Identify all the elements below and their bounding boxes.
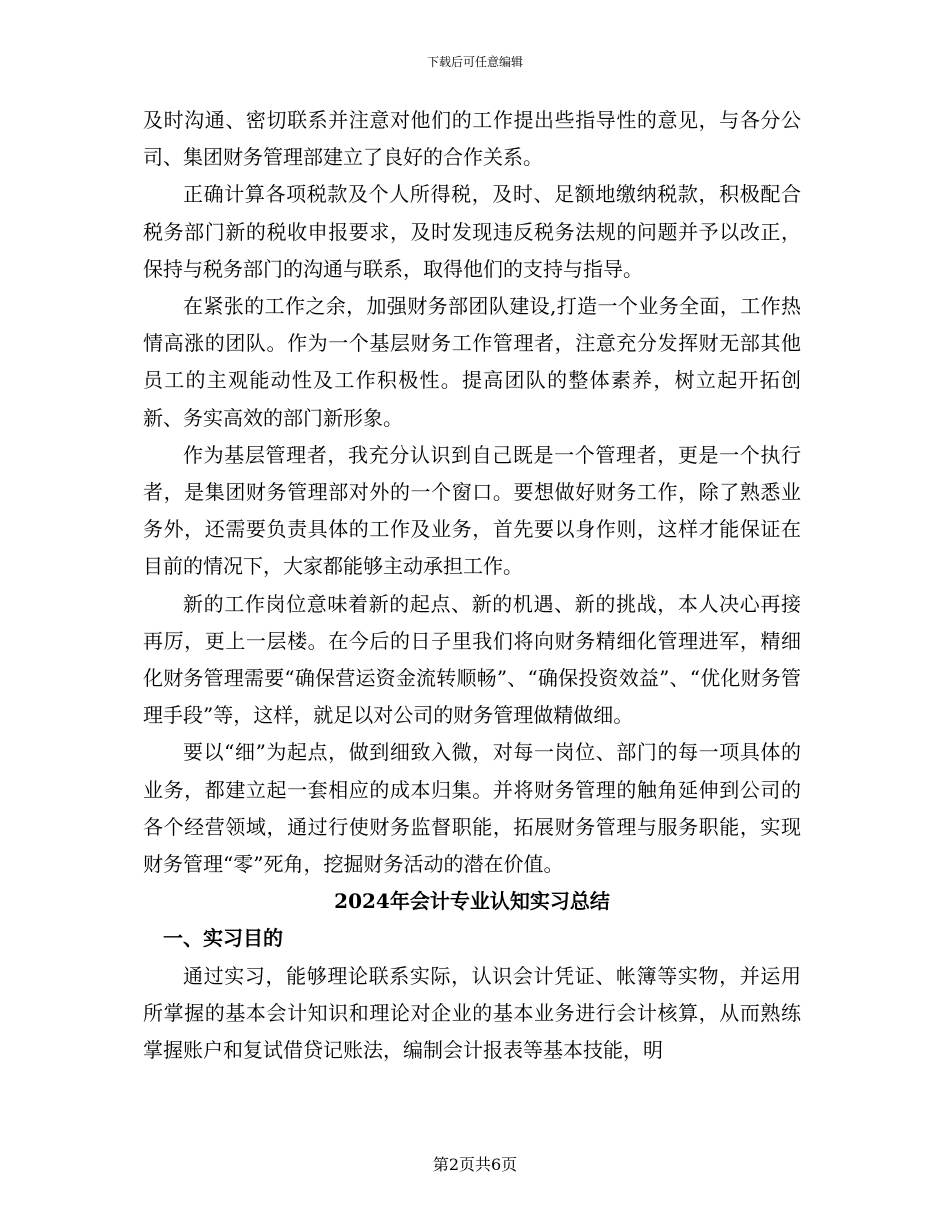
paragraph-7: 通过实习，能够理论联系实际，认识会计凭证、帐簿等实物，并运用所掌握的基本会计知识和理论对企业的基本业务进行会计核算，从而熟练掌握账户和复试借贷记账法，编制会计报表等基本技能，明	[143, 963, 801, 1063]
paragraph-5: 新的工作岗位意味着新的起点、新的机遇、新的挑战，本人决心再接再厉，更上一层楼。在今后的日子里我们将向财务精细化管理进军，精细化财务管理需要“确保营运资金流转顺畅”、“确保投资效益”、“优化财务管理手段”等，这样，就足以对公司的财务管理做精做细。	[143, 591, 801, 728]
page-footer: 第2页共6页	[432, 1155, 518, 1174]
paragraph-1: 及时沟通、密切联系并注意对他们的工作提出些指导性的意见，与各分公司、集团财务管理部建立了良好的合作关系。	[143, 108, 801, 170]
paragraph-3: 在紧张的工作之余，加强财务部团队建设,打造一个业务全面，工作热情高涨的团队。作为一个基层财务工作管理者，注意充分发挥财无部其他员工的主观能动性及工作积极性。提高团队的整体素养，树立起开拓创新、务实高效的部门新形象。	[143, 294, 801, 430]
paragraph-4: 作为基层管理者，我充分认识到自己既是一个管理者，更是一个执行者，是集团财务管理部对外的一个窗口。要想做好财务工作，除了熟悉业务外，还需要负责具体的工作及业务，首先要以身作则，这样才能保证在目前的情况下，大家都能够主动承担工作。	[143, 442, 801, 579]
section-title: 2024年会计专业认知实习总结	[334, 889, 610, 914]
subsection-title: 一、实习目的	[163, 926, 283, 951]
document-body	[143, 102, 801, 1069]
paragraph-2: 正确计算各项税款及个人所得税，及时、足额地缴纳税款，积极配合税务部门新的税收申报要求，及时发现违反税务法规的问题并予以改正，保持与税务部门的沟通与联系，取得他们的支持与指导。	[143, 182, 801, 281]
page-header: 下载后可任意编辑	[426, 55, 523, 69]
paragraph-6: 要以“细”为起点，做到细致入微，对每一岗位、部门的每一项具体的业务，都建立起一套相应的成本归集。并将财务管理的触角延伸到公司的各个经营领域，通过行使财务监督职能，拓展财务管理与服务职能，实现财务管理“零”死角，挖掘财务活动的潜在价值。	[143, 740, 801, 877]
